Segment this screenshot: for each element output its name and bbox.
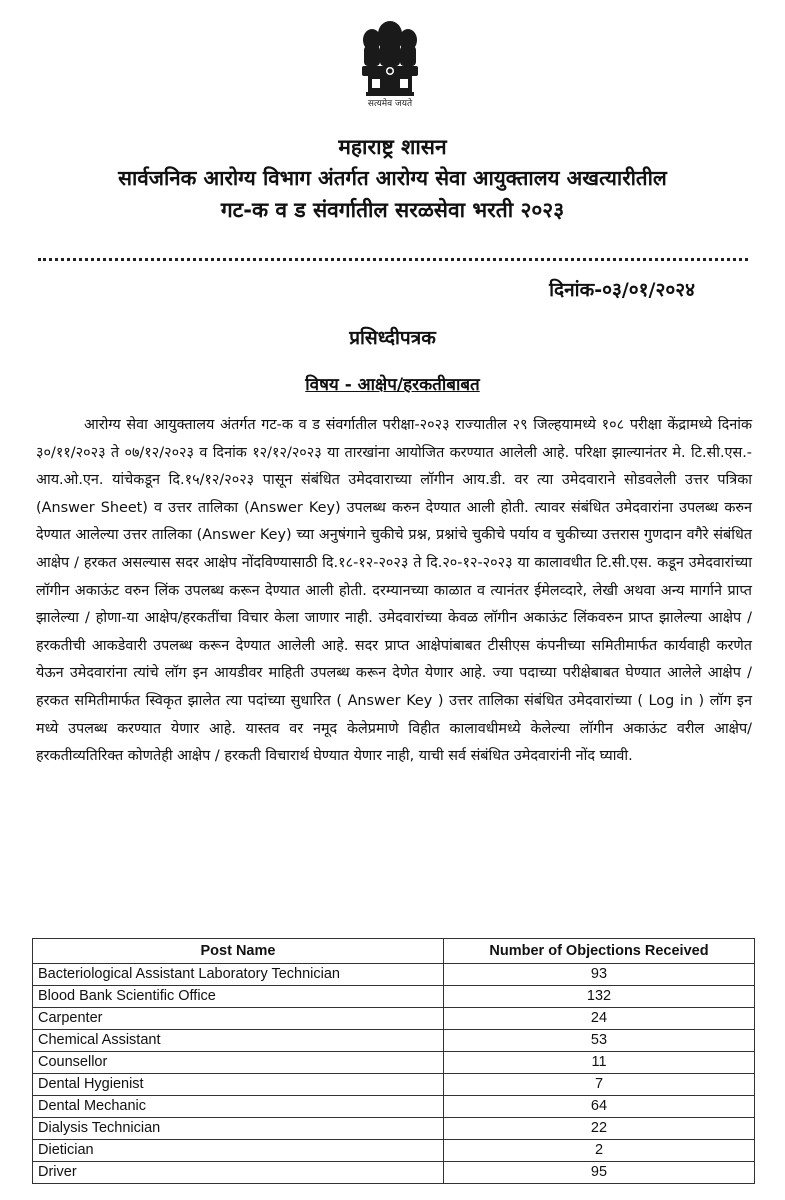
post-name-cell: Carpenter (33, 1008, 444, 1030)
objection-count-cell: 22 (444, 1118, 755, 1140)
emblem-motto: सत्यमेव जयते (367, 99, 413, 109)
dotted-divider (38, 258, 748, 261)
objection-count-cell: 132 (444, 986, 755, 1008)
post-name-cell: Bacteriological Assistant Laboratory Technician (33, 964, 444, 986)
table-row (33, 1096, 755, 1118)
post-name-cell: Counsellor (33, 1052, 444, 1074)
objection-count-cell: 93 (444, 964, 755, 986)
table-row (33, 986, 755, 1008)
subject-line (0, 372, 785, 395)
post-name-cell: Blood Bank Scientific Office (33, 986, 444, 1008)
table-row (33, 1074, 755, 1096)
government-name: महाराष्ट्र शासन (338, 135, 447, 159)
document-header (20, 132, 765, 226)
table-row (33, 1030, 755, 1052)
objection-count-cell: 95 (444, 1162, 755, 1184)
table-row (33, 964, 755, 986)
body-paragraph: आरोग्य सेवा आयुक्तालय अंतर्गत गट-क व ड संवर्गातील परीक्षा-२०२३ राज्यातील २९ जिल्हयामध्ये १०८ परीक्षा केंद्रामध्ये दिनांक ३०/११/२०२३ ते ०७/१२/२०२३ व दिनांक १२/१२/२०२३ या तारखांना आयोजित करण्यात आलेली आहे. परिक्षा झाल्यानंतर मे. टि.सी.एस.-आय.ओ.एन. यांचेकडून दि.१५/१२/२०२३ पासून संबंधित उमेदवाराच्या लॉगीन आय.डी. वर त्या उमेदवाराने सोडवलेली उत्तर पत्रिका (Answer Sheet) व उत्तर तालिका (Answer Key) उपलब्ध करुन देण्यात आली होती. त्यावर संबंधित उमेदवारांना उपलब्ध करुन देण्यात आलेल्या उत्तर तालिका (Answer Key) च्या अनुषंगाने चुकीचे प्रश्न, प्रश्नांचे चुकीचे पर्याय व चुकीच्या उत्तरास गुणदान वगैरे संबंधित आक्षेप / हरकत असल्यास सदर आक्षेप नोंदविण्यासाठी दि.१८-१२-२०२३ ते दि.२०-१२-२०२३ या कालावधीत टि.सी.एस. कडून उमेदवारांच्या लॉगीन अकाऊंट वरुन लिंक उपलब्ध करून देण्यात आली होती. दरम्यानच्या काळात व त्यानंतर ईमेलव्दारे, लेखी अथवा अन्य मार्गाने प्राप्त झालेल्या / होणा-या आक्षेप/हरकतींचा विचार केला जाणार नाही. उमेदवारांच्या केवळ लॉगीन अकाऊंट लिंकवरुन प्राप्त झालेल्या आक्षेप / हरकतीची आकडेवारी उपलब्ध करून देण्यात आलेली आहे. सदर प्राप्त आक्षेपांबाबत टीसीएस कंपनीच्या समितीमार्फत कार्यवाही करणेत येऊन उमेदवारांना त्यांचे लॉग इन आयडीवर माहिती उपलब्ध करून देणेत येणार आहे. ज्या पदाच्या परीक्षेबाबत घेण्यात आलेले आक्षेप / हरकत समितीमार्फत स्विकृत झालेत त्या पदांच्या सुधारित ( Answer Key ) उत्तर तालिका संबंधित उमेदवारांच्या ( Log in ) लॉग इन मध्ये उपलब्ध करण्यात येणार आहे. यास्तव वर नमूद केलेप्रमाणे विहीत कालावधीमध्ये केलेल्या लॉगीन अकाऊंट वरील आक्षेप/हरकतीव्यतिरिक्त कोणतेही आक्षेप / हरकती विचारार्थ घेण्यात येणार नाही, याची सर्व संबंधित उमेदवारांनी नोंद घ्यावी. (36, 417, 752, 765)
objections-table-container (32, 938, 755, 1184)
post-name-cell: Chemical Assistant (33, 1030, 444, 1052)
column-header-objections: Number of Objections Received (444, 939, 755, 964)
post-name-cell: Driver (33, 1162, 444, 1184)
table-row (33, 1162, 755, 1184)
document-date: दिनांक-०३/०१/२०२४ (549, 279, 695, 301)
objection-count-cell: 7 (444, 1074, 755, 1096)
post-name-cell: Dialysis Technician (33, 1118, 444, 1140)
table-row (33, 1052, 755, 1074)
table-header-row (33, 939, 755, 964)
post-name-cell: Dental Hygienist (33, 1074, 444, 1096)
objections-table (32, 938, 755, 1184)
press-note-title: प्रसिध्दीपत्रक (349, 327, 436, 349)
column-header-post-name: Post Name (33, 939, 444, 964)
table-row (33, 1140, 755, 1162)
post-name-cell: Dietician (33, 1140, 444, 1162)
post-name-cell: Dental Mechanic (33, 1096, 444, 1118)
objection-count-cell: 64 (444, 1096, 755, 1118)
table-row (33, 1118, 755, 1140)
objection-count-cell: 53 (444, 1030, 755, 1052)
department-name: सार्वजनिक आरोग्य विभाग अंतर्गत आरोग्य सेवा आयुक्तालय अखत्यारीतील (118, 166, 667, 190)
objection-count-cell: 2 (444, 1140, 755, 1162)
objection-count-cell: 24 (444, 1008, 755, 1030)
subject-text: विषय - आक्षेप/हरकतीबाबत (305, 375, 480, 395)
national-emblem-icon (340, 10, 440, 110)
recruitment-title: गट-क व ड संवर्गातील सरळसेवा भरती २०२३ (220, 198, 565, 222)
table-row (33, 1008, 755, 1030)
objection-count-cell: 11 (444, 1052, 755, 1074)
